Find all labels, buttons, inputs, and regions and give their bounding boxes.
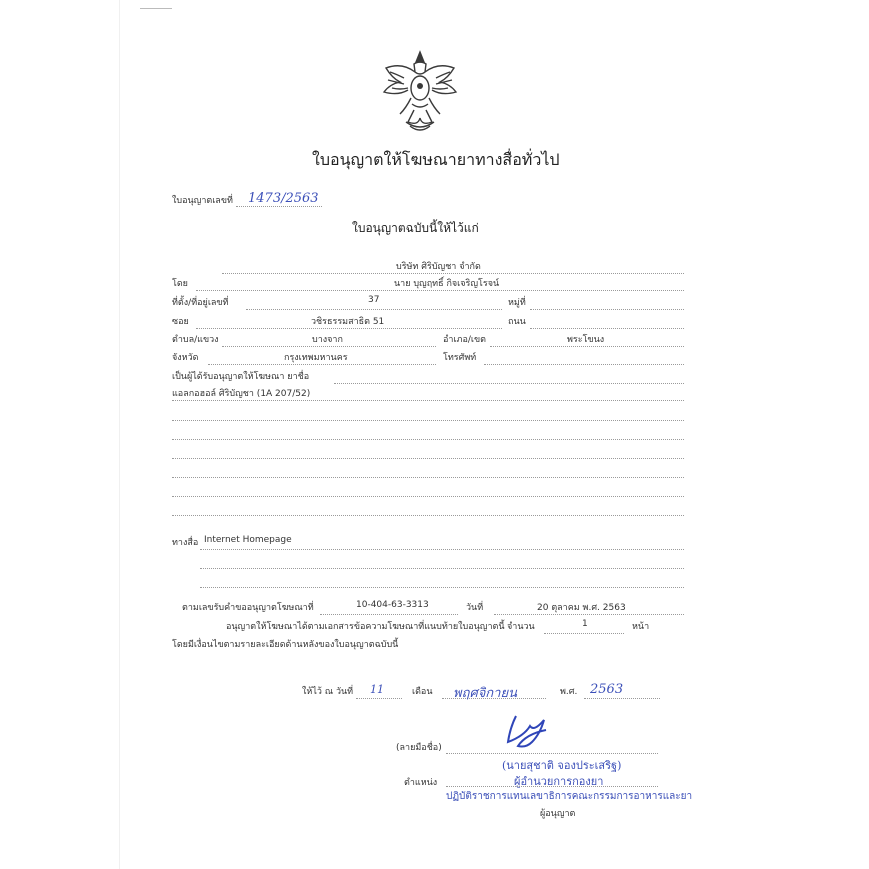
page-title: ใบอนุญาตให้โฆษณายาทางสื่อทั่วไป <box>312 150 560 169</box>
date-value: 20 ตุลาคม พ.ศ. 2563 <box>537 603 626 613</box>
moo-label: หมู่ที่ <box>508 298 526 308</box>
page-unit: หน้า <box>632 622 650 632</box>
media-blank-line <box>200 568 684 569</box>
soi-label: ซอย <box>172 317 189 327</box>
given-day-line <box>356 698 402 699</box>
given-year-value: 2563 <box>590 682 624 697</box>
blank-line <box>172 420 684 421</box>
position-label: ตำแหน่ง <box>404 778 438 788</box>
given-on-label: ให้ไว้ ณ วันที่ <box>302 687 354 697</box>
province-label: จังหวัด <box>172 353 199 363</box>
address-no-line <box>246 309 502 310</box>
conditions-text: โดยมีเงื่อนไขตามรายละเอียดด้านหลังของใบอนุญาตฉบับนี้ <box>172 640 399 650</box>
soi-line <box>196 328 502 329</box>
district-value: พระโขนง <box>567 335 605 345</box>
blank-line <box>172 496 684 497</box>
request-no-line <box>320 614 458 615</box>
signature-label: (ลายมือชื่อ) <box>396 743 442 753</box>
district-label: อำเภอ/เขต <box>443 335 486 345</box>
position-line <box>446 786 658 787</box>
license-no-value: 1473/2563 <box>248 191 319 206</box>
garuda-emblem-icon <box>378 48 462 134</box>
province-value: กรุงเทพมหานคร <box>284 353 348 363</box>
by-value: นาย บุญฤทธิ์ กิจเจริญโรจน์ <box>394 279 500 289</box>
given-month-value: พฤศจิกายน <box>453 686 517 701</box>
drug-label: เป็นผู้ได้รับอนุญาตให้โฆษณา ยาชื่อ <box>172 372 310 382</box>
issued-to-heading: ใบอนุญาตฉบับนี้ให้ไว้แก่ <box>352 221 479 235</box>
media-blank-line <box>200 587 684 588</box>
media-label: ทางสื่อ <box>172 538 199 548</box>
moo-line <box>530 309 684 310</box>
given-day-value: 11 <box>370 683 384 696</box>
blank-line <box>172 458 684 459</box>
count-line <box>544 633 624 634</box>
count-value: 1 <box>582 619 588 629</box>
road-label: ถนน <box>508 317 526 327</box>
position-line1: ผู้อำนวยการกองยา <box>514 775 604 788</box>
by-label: โดย <box>172 279 188 289</box>
media-value: Internet Homepage <box>204 535 292 545</box>
license-no-line <box>236 206 322 207</box>
subdistrict-line <box>222 346 436 347</box>
subdistrict-label: ตำบล/แขวง <box>172 335 219 345</box>
given-year-line <box>584 698 660 699</box>
date-label: วันที่ <box>466 603 484 613</box>
soi-value: วชิรธรรมสาธิต 51 <box>311 317 385 327</box>
address-no-label: ที่ตั้ง/ที่อยู่เลขที่ <box>172 298 229 308</box>
district-line <box>490 346 684 347</box>
request-no-value: 10-404-63-3313 <box>356 600 429 610</box>
position-line2: ปฏิบัติราชการแทนเลขาธิการคณะกรรมการอาหารและยา <box>446 791 693 802</box>
by-line <box>196 290 684 291</box>
license-no-label: ใบอนุญาตเลขที่ <box>172 196 233 206</box>
company-name: บริษัท ศิริบัญชา จำกัด <box>396 262 481 272</box>
signature-line <box>446 753 658 754</box>
signer-name: (นายสุชาติ จองประเสริฐ) <box>502 759 622 772</box>
year-label: พ.ศ. <box>560 687 578 697</box>
drug-value: แอลกอฮอล์ ศิริบัญชา (1A 207/52) <box>172 389 311 399</box>
blank-line <box>172 515 684 516</box>
month-label: เดือน <box>412 687 433 697</box>
address-no-value: 37 <box>368 295 380 305</box>
drug-label-line <box>334 383 684 384</box>
province-line <box>208 364 436 365</box>
authority-label: ผู้อนุญาต <box>540 809 576 819</box>
blank-line <box>172 477 684 478</box>
count-label: จำนวน <box>507 622 535 632</box>
drug-value-line <box>172 400 684 401</box>
blank-line <box>172 439 684 440</box>
phone-label: โทรศัพท์ <box>443 353 477 363</box>
company-line <box>222 273 684 274</box>
corner-mark <box>140 8 172 9</box>
date-line <box>494 614 684 615</box>
request-no-label: ตามเลขรับคำขออนุญาตโฆษณาที่ <box>182 603 314 613</box>
road-line <box>530 328 684 329</box>
phone-line <box>484 364 684 365</box>
permit-text: อนุญาตให้โฆษณาได้ตามเอกสารข้อความโฆษณาที่แนบท้ายใบอนุญาตนี้ <box>226 622 505 632</box>
signature-scribble-icon <box>500 712 556 756</box>
media-line <box>200 549 684 550</box>
subdistrict-value: บางจาก <box>312 335 343 345</box>
